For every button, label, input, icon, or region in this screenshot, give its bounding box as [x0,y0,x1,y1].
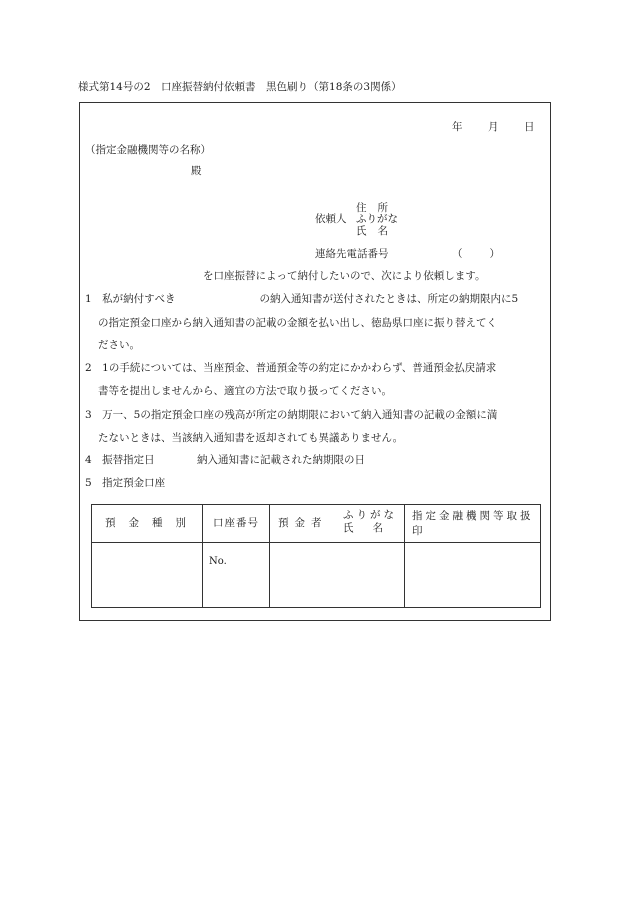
bank-seal-header: 指定金融機関等取扱印 [405,505,541,543]
intro-sentence: を口座振替によって納付したいので、次により依頼します。 [203,270,486,282]
address-label: 住所 [356,202,399,214]
furigana-label: ふりがな [356,213,398,225]
account-number-header: 口座番号 [203,505,270,543]
account-holder-furigana-label: ふりがな [343,509,397,521]
honorific-dono: 殿 [191,165,202,177]
item-1-line-1: 1 私が納付すべき の納入通知書が送付されたときは、所定の納期限内に5 [85,293,519,305]
account-holder-name-label: 氏名 [343,522,402,534]
account-table-header-row [92,505,541,543]
account-number-cell[interactable] [203,543,270,608]
account-holder-label: 預金者 [278,517,328,529]
account-table [91,504,541,608]
deposit-type-header: 預金種別 [92,505,203,543]
requester-label: 依頼人 [315,213,347,225]
phone-area-code-paren: （ ） [452,248,502,260]
item-2-line-1: 2 1の手続については、当座預金、普通預金等の約定にかかわらず、普通預金払戻請求 [85,362,497,374]
name-label: 氏名 [356,225,399,237]
item-4-label: 4 振替指定日 [85,454,155,466]
item-2-line-2: 書等を提出しませんから、適宜の方法で取り扱ってください。 [98,385,392,397]
item-5-label: 5 指定預金口座 [85,477,166,489]
item-1-line-2: の指定預金口座から納入通知書の記載の金額を払い出し、徳島県口座に振り替えてく [98,317,497,329]
account-holder-header [270,505,405,543]
item-3-line-2: たないときは、当該納入通知書を返却されても異議ありません。 [98,432,404,444]
phone-label: 連絡先電話番号 [315,248,389,260]
item-3-line-1: 3 万一、5の指定預金口座の残高が所定の納期限において納入通知書の記載の金額に満 [85,409,498,421]
bank-seal-cell [405,543,541,608]
date-month-label: 月 [488,121,499,133]
account-table-input-row [92,543,541,608]
date-day-label: 日 [524,121,535,133]
date-year-label: 年 [452,121,463,133]
form-title: 様式第14号の2 口座振替納付依頼書 黒色刷り（第18条の3関係） [78,81,402,93]
item-4-value: 納入通知書に記載された納期限の日 [197,454,365,466]
deposit-type-cell[interactable] [92,543,203,608]
bank-name-label: （指定金融機関等の名称） [85,144,211,156]
account-holder-cell[interactable] [270,543,405,608]
account-number-prefix: No. [209,556,227,567]
item-1-line-3: ださい。 [98,339,140,351]
